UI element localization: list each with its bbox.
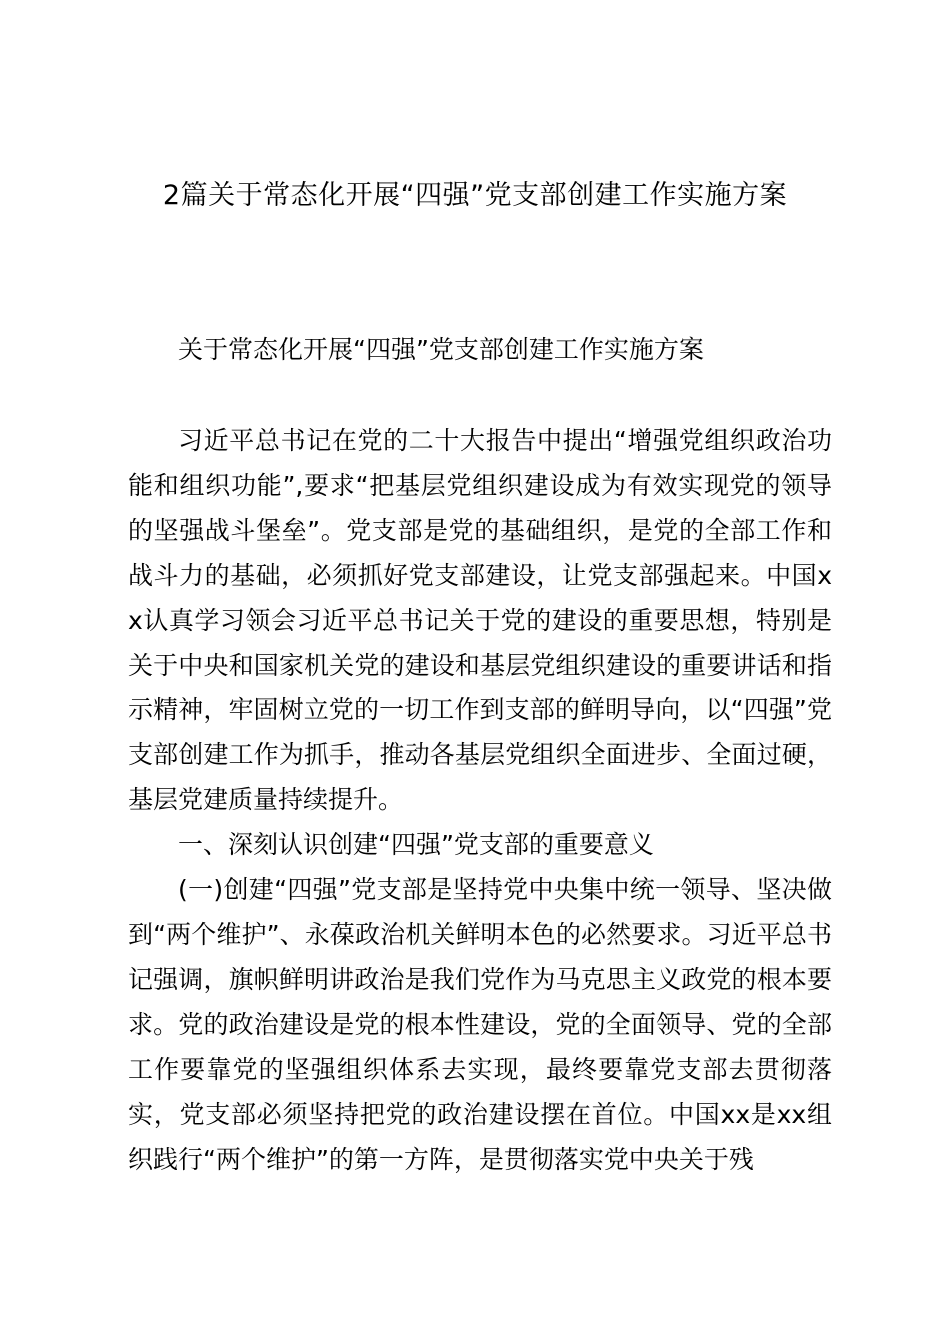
document-body bbox=[128, 419, 832, 1182]
document-subtitle: 关于常态化开展“四强”党支部创建工作实施方案 bbox=[178, 335, 704, 364]
document-title: 2篇关于常态化开展“四强”党支部创建工作实施方案 bbox=[162, 180, 788, 211]
section-heading-1: 一、深刻认识创建“四强”党支部的重要意义 bbox=[178, 830, 654, 860]
paragraph-intro: 习近平总书记在党的二十大报告中提出“增强党组织政治功能和组织功能”,要求“把基层党组织建设成为有效实现党的领导的坚强战斗堡垒”。党支部是党的基础组织，是党的全部工作和战斗力的基础，必须抓好党支部建设，让党支部强起来。中国xx认真学习领会习近平总书记关于党的建设的重要思想，特别是关于中央和国家机关党的建设和基层党组织建设的重要讲话和指示精神，牢固树立党的一切工作到支部的鲜明导向，以“四强”党支部创建工作为抓手，推动各基层党组织全面进步、全面过硬，基层党建质量持续提升。 bbox=[128, 426, 832, 815]
paragraph-section-1-1: (一)创建“四强”党支部是坚持党中央集中统一领导、坚决做到“两个维护”、永葆政治机关鲜明本色的必然要求。习近平总书记强调，旗帜鲜明讲政治是我们党作为马克思主义政党的根本要求。党的政治建设是党的根本性建设，党的全面领导、党的全部工作要靠党的坚强组织体系去实现，最终要靠党支部去贯彻落实，党支部必须坚持把党的政治建设摆在首位。中国xx是xx组织践行“两个维护”的第一方阵，是贯彻落实党中央关于残 bbox=[128, 875, 832, 1174]
